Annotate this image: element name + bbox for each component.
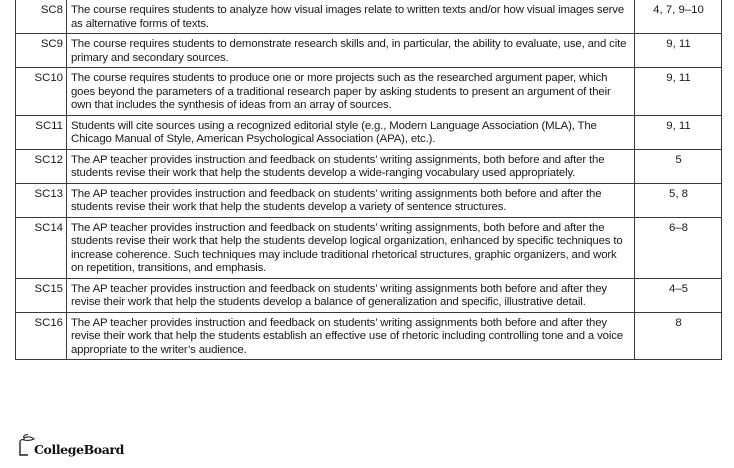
requirement-text: Students will cite sources using a recognized editorial style (e.g., Modern Language Association (MLA), The Chicago Manual of Style, American Psychological Association (APA), etc.).	[67, 115, 635, 149]
table-body	[16, 0, 722, 360]
curricular-requirements-table	[15, 0, 722, 360]
requirement-text: The AP teacher provides instruction and feedback on students’ writing assignments both before and after they revise their work that help the students establish an effective use of rhetoric including controlling tone and a voice appropriate to the writer’s audience.	[67, 312, 635, 360]
requirement-units: 8	[635, 312, 722, 360]
table-row	[16, 34, 722, 68]
requirement-units: 5, 8	[635, 183, 722, 217]
requirement-id: SC12	[16, 149, 67, 183]
requirement-units: 5	[635, 149, 722, 183]
requirement-units: 4, 7, 9–10	[635, 0, 722, 34]
requirement-id: SC9	[16, 34, 67, 68]
requirement-id: SC10	[16, 68, 67, 116]
requirement-id: SC14	[16, 217, 67, 278]
requirement-id: SC16	[16, 312, 67, 360]
requirement-units: 4–5	[635, 278, 722, 312]
requirement-units: 9, 11	[635, 34, 722, 68]
collegeboard-wordmark: CollegeBoard	[34, 442, 124, 457]
requirement-id: SC15	[16, 278, 67, 312]
table-row	[16, 312, 722, 360]
requirement-text: The course requires students to analyze how visual images relate to written texts and/or how visual images serve as alternative forms of texts.	[67, 0, 635, 34]
table-row	[16, 115, 722, 149]
requirement-id: SC8	[16, 0, 67, 34]
requirement-text: The course requires students to demonstrate research skills and, in particular, the ability to evaluate, use, and cite primary and secondary sources.	[67, 34, 635, 68]
requirement-units: 6–8	[635, 217, 722, 278]
table-row	[16, 149, 722, 183]
table-row	[16, 217, 722, 278]
requirement-text: The AP teacher provides instruction and feedback on students’ writing assignments, both before and after the students revise their work that help the students develop logical organization, enhanced by specific techniques to increase coherence. Such techniques may include traditional rhetorical structures, graphic organizers, and work on repetition, transitions, and emphasis.	[67, 217, 635, 278]
requirement-id: SC11	[16, 115, 67, 149]
table-row	[16, 278, 722, 312]
requirement-text: The AP teacher provides instruction and feedback on students’ writing assignments both before and after they revise their work that help the students develop a balance of generalization and specific, illustrative detail.	[67, 278, 635, 312]
requirement-text: The AP teacher provides instruction and feedback on students’ writing assignments, both before and after the students revise their work that help the students develop a wide-ranging vocabulary used appropriately.	[67, 149, 635, 183]
requirement-id: SC13	[16, 183, 67, 217]
requirement-units: 9, 11	[635, 68, 722, 116]
table-row	[16, 68, 722, 116]
collegeboard-logo	[17, 433, 137, 461]
requirement-text: The course requires students to produce one or more projects such as the researched argument paper, which goes beyond the parameters of a traditional research paper by asking students to present an argument of their own that includes the synthesis of ideas from an array of sources.	[67, 68, 635, 116]
table-row	[16, 0, 722, 34]
requirement-units: 9, 11	[635, 115, 722, 149]
requirement-text: The AP teacher provides instruction and feedback on students’ writing assignments both before and after the students revise their work that help the students develop a variety of sentence structures.	[67, 183, 635, 217]
table-row	[16, 183, 722, 217]
